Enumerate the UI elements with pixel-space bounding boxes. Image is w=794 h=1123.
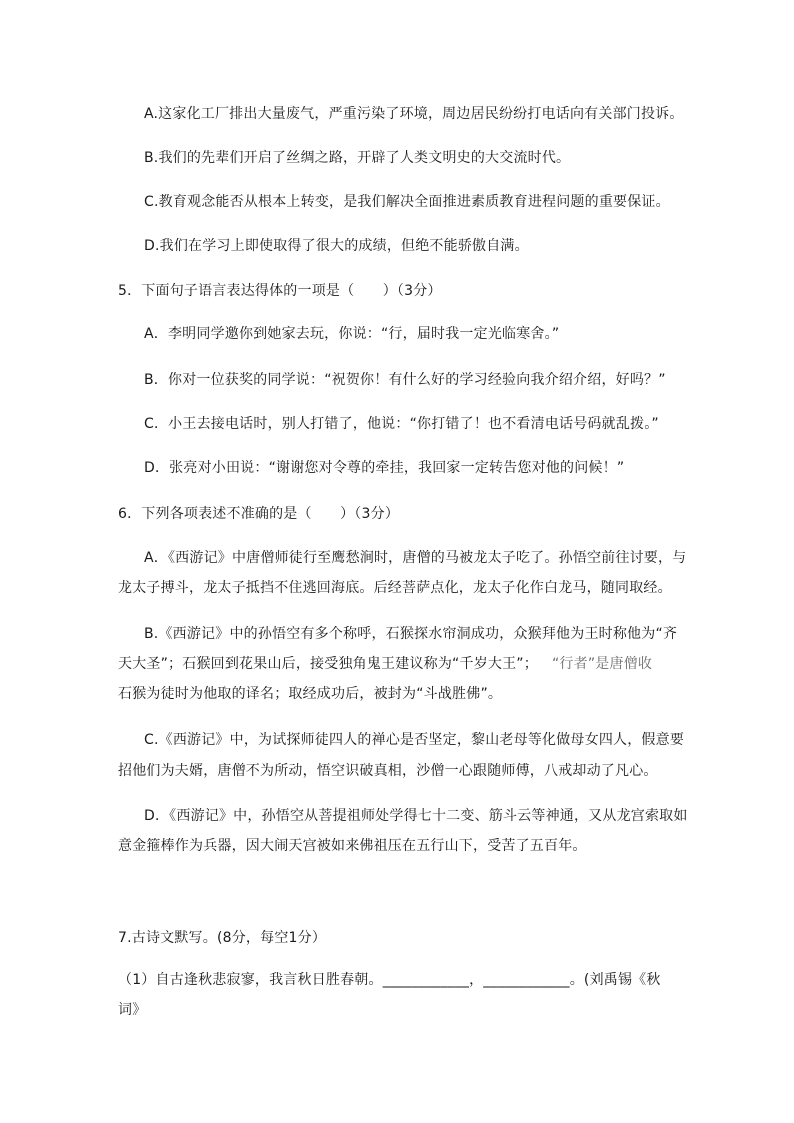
q7-item1-line2: 词》 [118,1002,147,1018]
q6-option-b-line2-gray: “行者”是唐僧收 [551,656,653,672]
q6-option-d-line1: D．《西游记》中，孙悟空从菩提祖师处学得七十二变、筋斗云等神通，又从龙宫索取如 [144,808,688,824]
q6-option-c-line2: 招他们为夫婿，唐僧不为所动，悟空识破真相，沙僧一心跟随师傅，八戒却动了凡心。 [118,763,658,779]
q5-option-d: D．张亮对小田说：“谢谢您对令尊的牵挂，我回家一定转告您对他的问候！” [144,460,625,476]
q5-option-c: C．小王去接电话时，别人打错了，他说：“你打错了！也不看清电话号码就乱拨。” [144,416,659,432]
q6-option-a-line2: 龙太子搏斗，龙太子抵挡不住逃回海底。后经菩萨点化，龙太子化作白龙马，随同取经。 [118,580,672,596]
q5-option-b: B．你对一位获奖的同学说：“祝贺你！有什么好的学习经验向我介绍介绍，好吗？” [144,372,666,388]
q6-option-a-line1: A．《西游记》中唐僧师徒行至鹰愁涧时，唐僧的马被龙太子吃了。孙悟空前往讨要，与 [144,550,687,566]
q6-option-c-line1: C.《西游记》中，为试探师徒四人的禅心是否坚定，黎山老母等化做母女四人，假意要 [144,732,685,748]
q6-option-b-line3: 石猴为徒时为他取的译名；取经成功后，被封为“斗战胜佛”。 [118,686,503,702]
q6-option-b-line2 [118,654,652,674]
q6-option-d-line2: 意金箍棒作为兵器，因大闹天宫被如来佛祖压在五行山下，受苦了五百年。 [118,838,587,854]
q4-option-c: C.教育观念能否从根本上转变，是我们解决全面推进素质教育进程问题的重要保证。 [144,194,670,210]
q5-stem: 5．下面句子语言表达得体的一项是（ ）（3分） [118,283,442,299]
q6-stem: 6．下列各项表述不准确的是（ ）（3分） [118,506,400,522]
q4-option-a: A.这家化工厂排出大量废气，严重污染了环境，周边居民纷纷打电话向有关部门投诉。 [144,106,684,122]
q4-option-b: B.我们的先辈们开启了丝绸之路，开辟了人类文明史的大交流时代。 [144,150,571,166]
q6-option-b-line2-main: 天大圣”；石猴回到花果山后，接受独角鬼王建议称为“千岁大王”； [118,656,538,672]
q6-option-b-line1: B.《西游记》中的孙悟空有多个称呼，石猴探水帘洞成功，众猴拜他为王时称他为“齐 [144,626,678,642]
q5-option-a: A．李明同学邀你到她家去玩，你说：“行，届时我一定光临寒舍。” [144,326,560,342]
q7-item1-line1: （1）自古逢秋悲寂寥，我言秋日胜春朝。____________，____________。(刘禹锡《秋 [118,972,661,988]
q4-option-d: D.我们在学习上即使取得了很大的成绩，但绝不能骄傲自满。 [144,238,529,254]
q7-stem: 7.古诗文默写。(8分，每空1分） [118,930,327,946]
